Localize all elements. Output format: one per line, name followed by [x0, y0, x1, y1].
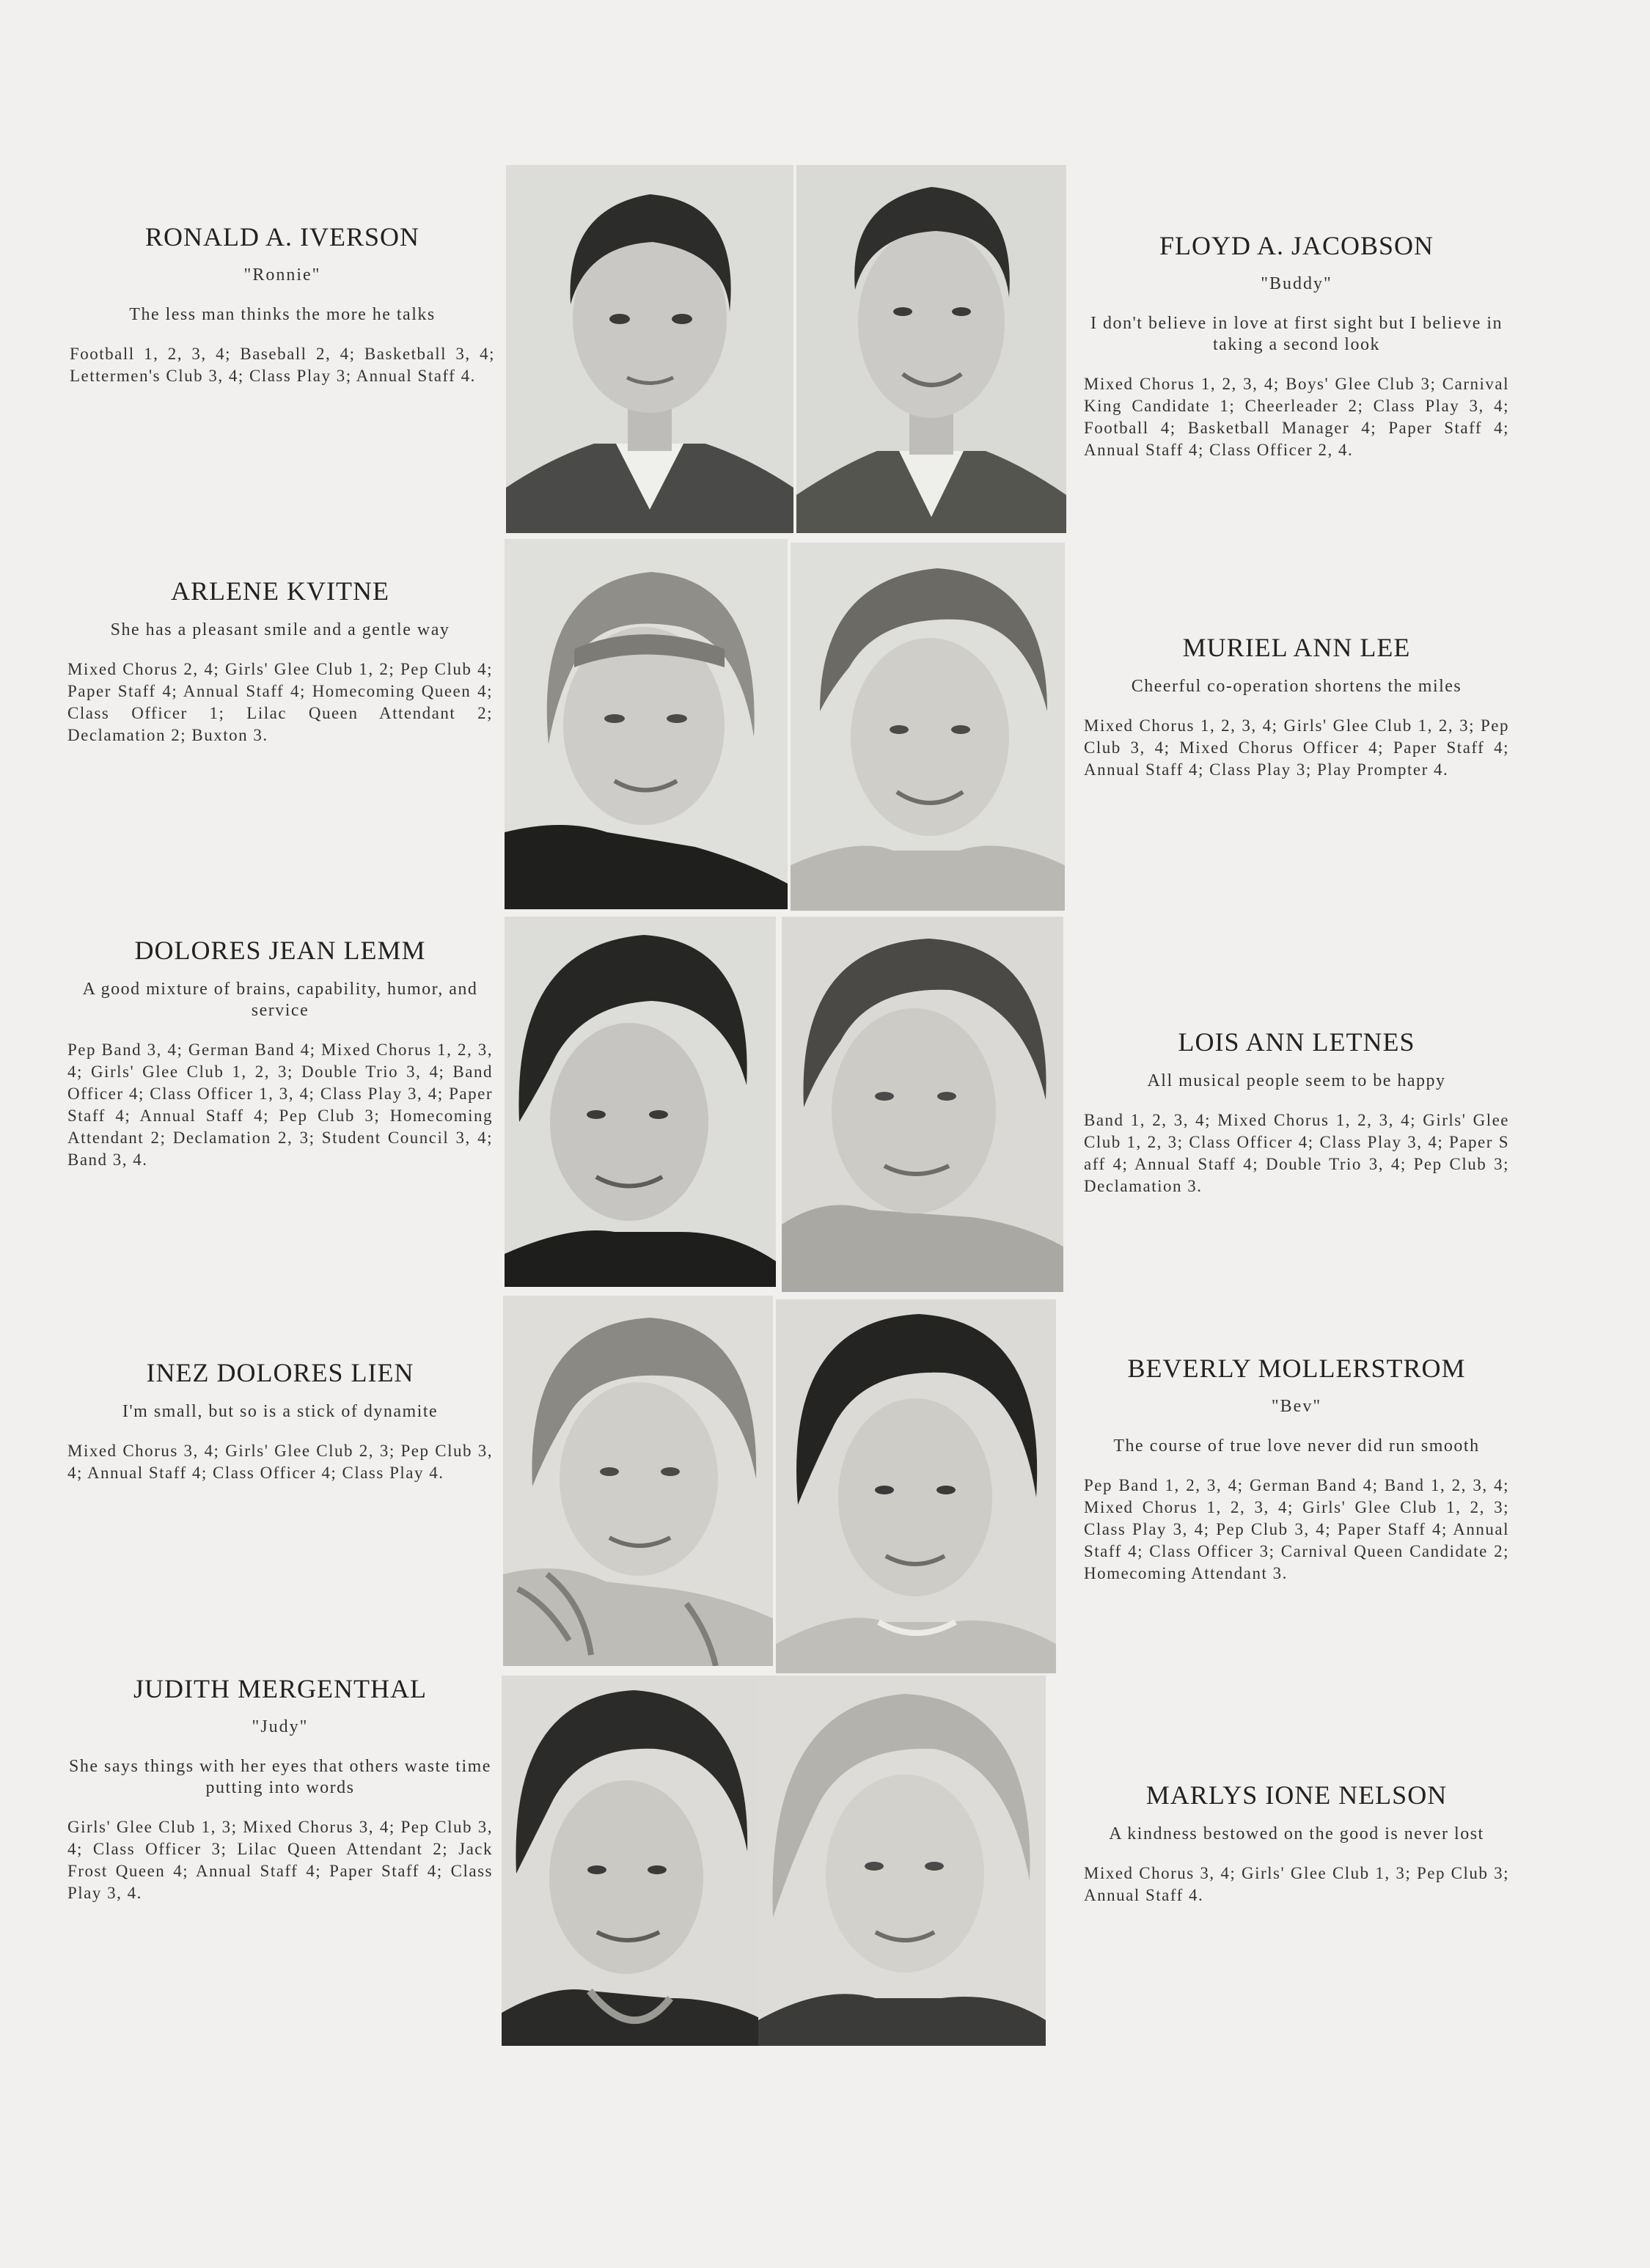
- senior-entry-iverson: [70, 221, 495, 387]
- senior-quote: A good mixture of brains, capability, humor, and service: [82, 980, 478, 1020]
- senior-name: RONALD A. IVERSON: [144, 222, 419, 252]
- senior-quote: Cheerful co-operation shortens the miles: [1131, 677, 1462, 696]
- senior-entry-mollerstrom: [1084, 1353, 1509, 1585]
- senior-activities: Mixed Chorus 1, 2, 3, 4; Girls' Glee Club 1, 2, 3; Pep Club 3, 4; Mixed Chorus Officer 4; Paper Staff 4; Annual Staff 4; Class Play 3; Play Prompter 4.: [1084, 716, 1509, 779]
- senior-quote: A kindness bestowed on the good is never lost: [1109, 1824, 1484, 1843]
- portrait-photo-kvitne: [505, 539, 788, 909]
- senior-nickname: "Bev": [1271, 1397, 1322, 1416]
- portrait-photo-nelson: [758, 1676, 1046, 2046]
- senior-nickname: "Judy": [252, 1717, 309, 1736]
- senior-quote: I'm small, but so is a stick of dynamite: [122, 1402, 439, 1421]
- senior-name: BEVERLY MOLLERSTROM: [1127, 1354, 1466, 1383]
- portrait-photo-iverson: [506, 165, 793, 533]
- senior-entry-lien: [67, 1357, 493, 1484]
- senior-activities: Pep Band 3, 4; German Band 4; Mixed Chorus 1, 2, 3, 4; Girls' Glee Club 1, 2, 3; Double Trio 3, 4; Band Officer 4; Class Officer 1, 3, 4; Class Play 3, 4; Paper Staff 4; Annual Staff 4; Pep Club 3; Homecoming Attendant 2; Declamation 2, 3; Student Council 3, 4; Band 3, 4.: [67, 1041, 493, 1169]
- portrait-photo-lemm: [505, 917, 776, 1287]
- senior-quote: All musical people seem to be happy: [1147, 1071, 1446, 1090]
- senior-entry-lee: [1084, 632, 1509, 781]
- portrait-photo-lee: [791, 543, 1065, 911]
- portrait-photo-lien: [503, 1296, 773, 1666]
- senior-name: MURIEL ANN LEE: [1182, 633, 1411, 662]
- senior-name: JUDITH MERGENTHAL: [133, 1674, 427, 1703]
- senior-activities: Mixed Chorus 2, 4; Girls' Glee Club 1, 2; Pep Club 4; Paper Staff 4; Annual Staff 4; Homecoming Queen 4; Class Officer 1; Lilac Queen Attendant 2; Declamation 2; Buxton 3.: [67, 660, 493, 744]
- senior-activities: Pep Band 1, 2, 3, 4; German Band 4; Band 1, 2, 3, 4; Mixed Chorus 1, 2, 3, 4; Girls' Glee Club 1, 2, 3; Class Play 3, 4; Pep Club 3, 4; Paper Staff 4; Annual Staff 4; Class Officer 3; Carnival Queen Candidate 2; Homecoming Attendant 3.: [1084, 1476, 1509, 1582]
- senior-name: DOLORES JEAN LEMM: [134, 936, 426, 965]
- senior-name: INEZ DOLORES LIEN: [146, 1358, 414, 1387]
- senior-quote: She has a pleasant smile and a gentle way: [110, 620, 450, 639]
- senior-entry-lemm: [67, 935, 493, 1171]
- senior-name: LOIS ANN LETNES: [1178, 1027, 1415, 1057]
- senior-activities: Band 1, 2, 3, 4; Mixed Chorus 1, 2, 3, 4; Girls' Glee Club 1, 2, 3; Class Officer 4; Class Play 3, 4; Paper S aff 4; Annual Staff 4; Double Trio 3, 4; Pep Club 3; Declamation 3.: [1084, 1111, 1509, 1195]
- senior-nickname: "Buddy": [1261, 274, 1332, 293]
- portrait-photo-mollerstrom: [776, 1299, 1056, 1673]
- senior-name: ARLENE KVITNE: [171, 576, 389, 606]
- portrait-photo-letnes: [782, 917, 1063, 1292]
- senior-activities: Mixed Chorus 1, 2, 3, 4; Boys' Glee Club 3; Carnival King Candidate 1; Cheerleader 2; Class Play 3, 4; Football 4; Basketball Manager 4; Paper Staff 4; Annual Staff 4; Class Officer 2, 4.: [1084, 375, 1509, 459]
- senior-activities: Mixed Chorus 3, 4; Girls' Glee Club 2, 3; Pep Club 3, 4; Annual Staff 4; Class Officer 4; Class Play 4.: [67, 1442, 493, 1482]
- portrait-photo-jacobson: [796, 165, 1066, 533]
- senior-quote: The course of true love never did run smooth: [1113, 1436, 1480, 1456]
- senior-quote: The less man thinks the more he talks: [129, 305, 436, 324]
- senior-entry-kvitne: [67, 576, 493, 746]
- senior-entry-jacobson: [1084, 230, 1509, 461]
- senior-name: MARLYS IONE NELSON: [1145, 1780, 1448, 1810]
- senior-quote: She says things with her eyes that others waste time putting into words: [69, 1757, 491, 1797]
- portrait-photo-mergenthal: [502, 1676, 764, 2046]
- senior-name: FLOYD A. JACOBSON: [1159, 231, 1434, 260]
- senior-entry-letnes: [1084, 1027, 1509, 1197]
- senior-quote: I don't believe in love at first sight but I believe in taking a second look: [1090, 314, 1503, 354]
- senior-nickname: "Ronnie": [243, 265, 321, 285]
- senior-activities: Football 1, 2, 3, 4; Baseball 2, 4; Basketball 3, 4; Lettermen's Club 3, 4; Class Play 3; Annual Staff 4.: [70, 345, 495, 385]
- senior-entry-nelson: [1084, 1780, 1509, 1906]
- senior-activities: Girls' Glee Club 1, 3; Mixed Chorus 3, 4; Pep Club 3, 4; Class Officer 3; Lilac Queen Attendant 2; Jack Frost Queen 4; Annual Staff 4; Paper Staff 4; Class Play 3, 4.: [67, 1818, 493, 1902]
- senior-entry-mergenthal: [67, 1673, 493, 1904]
- senior-activities: Mixed Chorus 3, 4; Girls' Glee Club 1, 3; Pep Club 3; Annual Staff 4.: [1084, 1864, 1509, 1904]
